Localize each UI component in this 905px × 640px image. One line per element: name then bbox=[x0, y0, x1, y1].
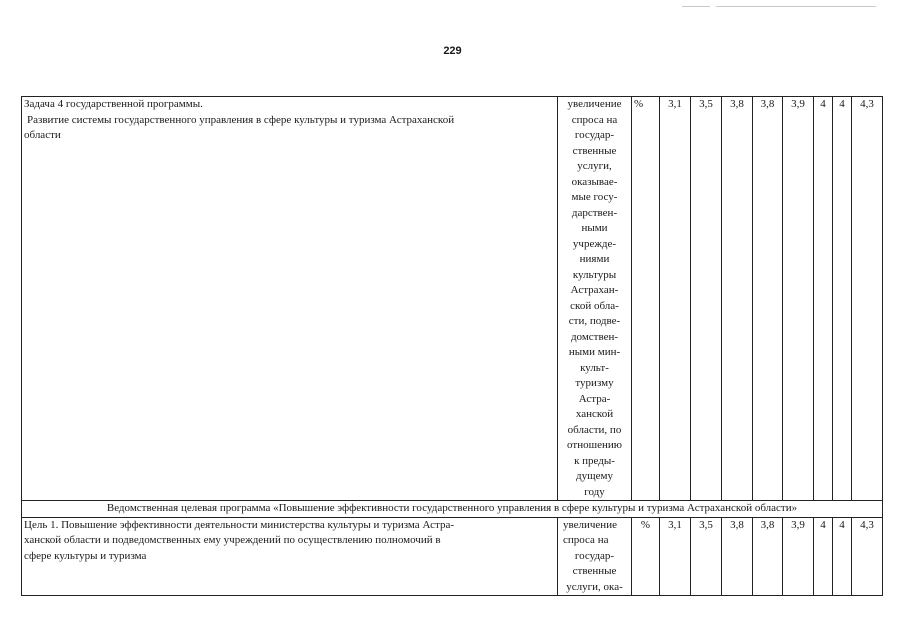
indicator-line: оказывае- bbox=[571, 175, 618, 188]
value-cell: 4 bbox=[833, 97, 852, 501]
goal-title-line: Цель 1. Повышение эффективности деятельности министерства культуры и туризма Астра- bbox=[24, 518, 454, 531]
indicator-line: ханской bbox=[575, 408, 614, 420]
indicator-line: спроса на bbox=[571, 113, 618, 126]
indicator-line: к преды- bbox=[574, 454, 615, 467]
indicator-line: году bbox=[584, 485, 605, 498]
indicators-table bbox=[21, 96, 883, 596]
unit-cell: % bbox=[632, 97, 660, 501]
value-cell: 3,8 bbox=[753, 97, 783, 501]
program-row bbox=[22, 501, 883, 518]
indicator-line: ственные bbox=[572, 565, 617, 577]
indicator-line: учрежде- bbox=[572, 237, 617, 250]
value-cell: 3,9 bbox=[783, 97, 814, 501]
indicator-line: отношению bbox=[567, 439, 622, 451]
goal-title-line: ханской области и подведомственных ему учреждений по осуществлению полномочий в bbox=[24, 534, 441, 546]
value-cell: 4 bbox=[833, 517, 852, 596]
task-subtitle-line: Развитие системы государственного управления в сфере культуры и туризма Астраханской bbox=[27, 113, 455, 126]
indicator-line: туризму bbox=[575, 377, 614, 389]
value-cell: 3,9 bbox=[783, 517, 814, 596]
indicator-line: дущему bbox=[576, 470, 613, 482]
unit-cell: % bbox=[632, 517, 660, 596]
value-cell: 3,8 bbox=[722, 517, 753, 596]
value-cell: 3,5 bbox=[691, 517, 722, 596]
value-cell: 4 bbox=[814, 97, 833, 501]
indicator-line: сти, подве- bbox=[568, 315, 621, 327]
value-cell: 3,8 bbox=[722, 97, 753, 501]
indicator-line: увеличение bbox=[567, 98, 622, 110]
indicator-line: спроса на bbox=[563, 534, 609, 546]
value-cell: 3,1 bbox=[660, 97, 691, 501]
value-cell: 4,3 bbox=[852, 97, 883, 501]
scan-artifact-line bbox=[682, 6, 710, 7]
indicator-line: Астра- bbox=[578, 392, 611, 405]
indicator-line: культуры bbox=[572, 268, 617, 281]
indicator-line: увеличение bbox=[563, 518, 617, 531]
value-cell: 4 bbox=[814, 517, 833, 596]
indicator-line: ственные bbox=[572, 144, 617, 157]
program-title: Ведомственная целевая программа «Повышение эффективности государственного управления в сфере культуры и туризма Астраханской области» bbox=[22, 501, 883, 518]
indicator-cell bbox=[558, 517, 632, 596]
indicator-line: государ- bbox=[574, 129, 615, 141]
scan-artifact-line bbox=[716, 6, 876, 7]
indicator-line: услуги, ока- bbox=[566, 580, 623, 593]
task-title-cell bbox=[22, 97, 558, 501]
value-cell: 3,8 bbox=[753, 517, 783, 596]
task-subtitle-line: области bbox=[24, 129, 61, 141]
indicator-line: области, по bbox=[567, 423, 622, 436]
indicator-line: ными bbox=[581, 222, 608, 234]
goal-1-row bbox=[22, 517, 883, 596]
page-number: 229 bbox=[443, 45, 462, 57]
indicator-line: ными мин- bbox=[568, 346, 621, 358]
indicator-line: Астрахан- bbox=[570, 284, 619, 296]
indicator-line: домствен- bbox=[570, 330, 619, 343]
indicator-line: культ- bbox=[580, 361, 609, 374]
indicator-cell bbox=[558, 97, 632, 501]
indicator-line: услуги, bbox=[577, 160, 612, 172]
task-title: Задача 4 государственной программы. bbox=[24, 98, 203, 110]
goal-title-cell bbox=[22, 517, 558, 596]
value-cell: 4,3 bbox=[852, 517, 883, 596]
indicator-line: ской обла- bbox=[570, 299, 619, 312]
task-4-row bbox=[22, 97, 883, 501]
indicator-line: дарствен- bbox=[571, 206, 618, 219]
indicator-line: мые госу- bbox=[571, 191, 618, 203]
indicator-line: государ- bbox=[574, 549, 615, 562]
value-cell: 3,1 bbox=[660, 517, 691, 596]
goal-title-line: сфере культуры и туризма bbox=[24, 549, 147, 562]
indicator-line: ниями bbox=[579, 253, 610, 265]
value-cell: 3,5 bbox=[691, 97, 722, 501]
